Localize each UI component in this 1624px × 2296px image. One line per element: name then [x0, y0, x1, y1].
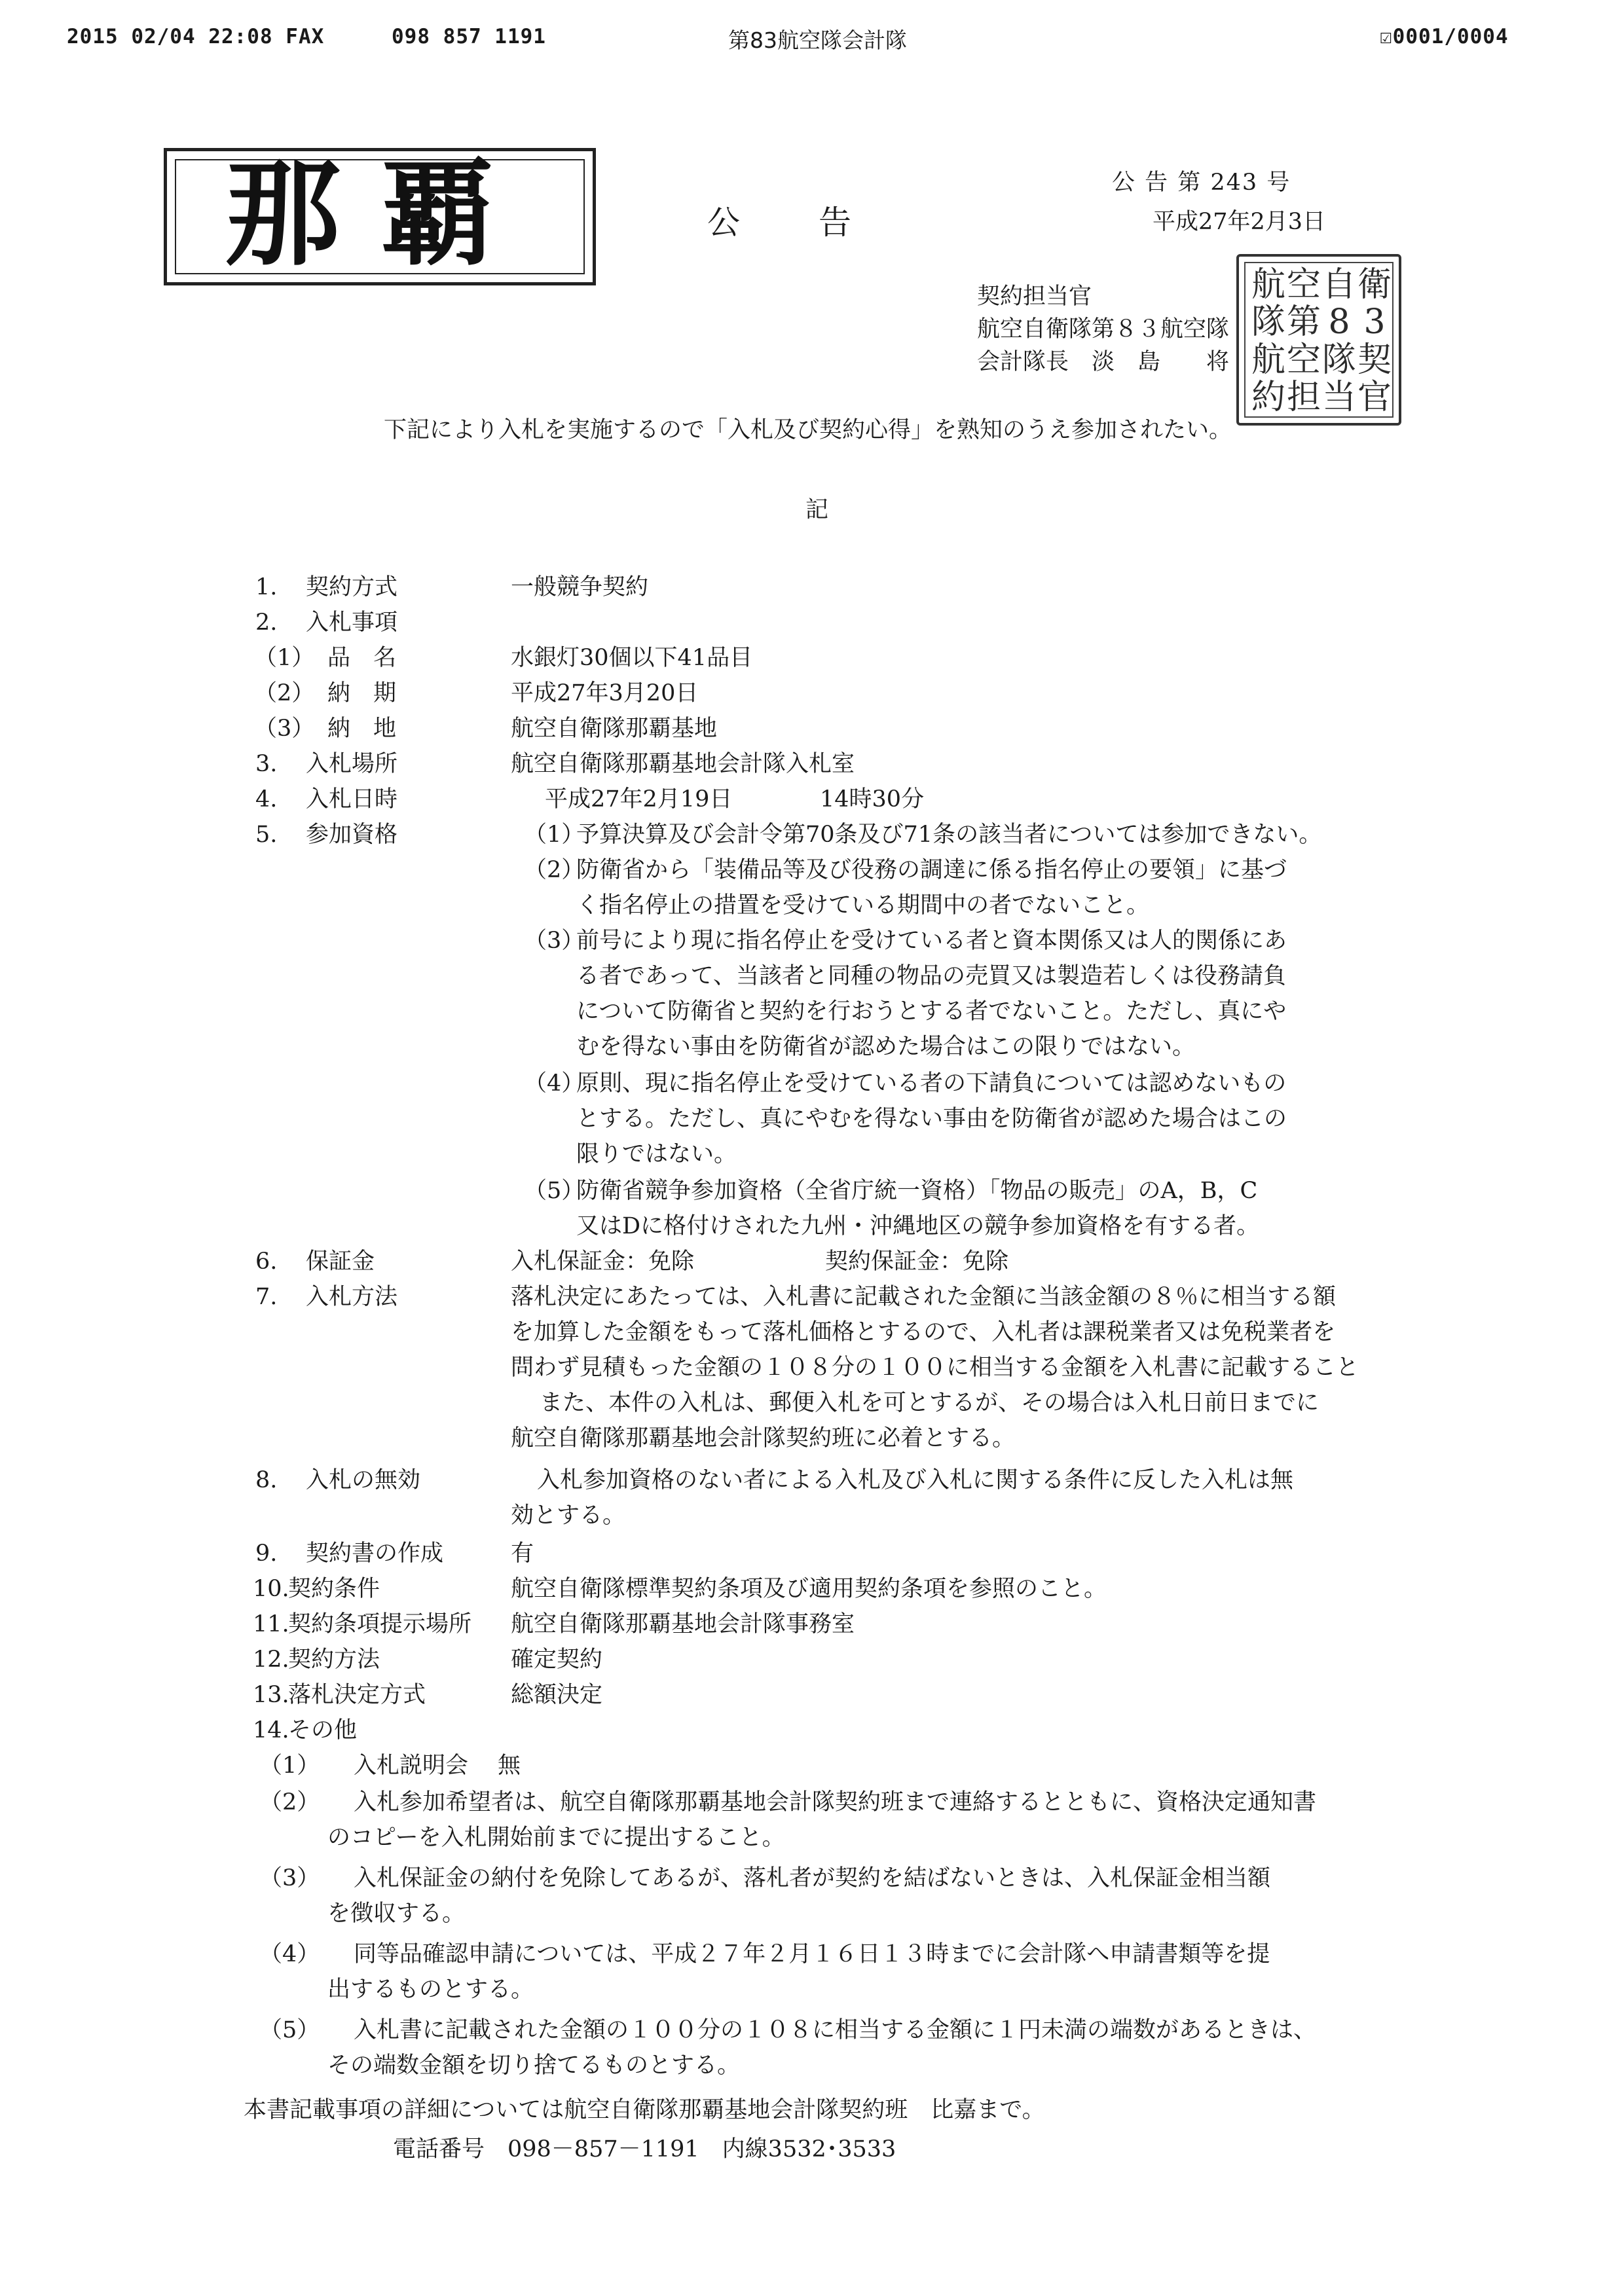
item-5-number: 5. [255, 822, 278, 848]
item-2-3-number: （3） [254, 716, 315, 742]
item-14-5-number: （5） [259, 2017, 320, 2043]
intro-text: 下記により入札を実施するので「入札及び契約心得」を熟知のうえ参加されたい。 [384, 417, 1232, 443]
fax-sender: 第83航空隊会計隊 [728, 27, 907, 53]
item-2-2-value: 平成27年3月20日 [511, 680, 699, 706]
item-14-4-number: （4） [259, 1941, 320, 1967]
item-14-5-line2: その端数金額を切り捨てるものとする。 [327, 2052, 741, 2079]
item-5-5-line1: 防衛省競争参加資格（全省庁統一資格）「物品の販売」のA，B，C [576, 1178, 1258, 1204]
item-14-2-line2: のコピーを入札開始前までに提出すること。 [327, 1825, 785, 1851]
item-2-3-label: 納 地 [327, 716, 397, 742]
item-3-value: 航空自衛隊那覇基地会計隊入札室 [511, 751, 855, 777]
item-2-1-number: （1） [254, 645, 315, 671]
item-5-1-text: 予算決算及び会計令第70条及び71条の該当者については参加できない。 [576, 822, 1322, 848]
official-seal [1236, 254, 1401, 426]
item-8-number: 8. [255, 1467, 278, 1493]
item-11-number: 11. [253, 1611, 289, 1637]
item-7-number: 7. [255, 1284, 278, 1310]
fax-number: 098 857 1191 [392, 25, 546, 48]
item-5-4-line1: 原則、現に指名停止を受けている者の下請負については認めないもの [576, 1070, 1287, 1097]
item-13-number: 13. [253, 1682, 289, 1708]
item-6-label: 保証金 [306, 1248, 375, 1275]
ki-heading: 記 [805, 497, 829, 523]
item-4-date: 平成27年2月19日 [545, 786, 733, 812]
item-7-line3: 問わず見積もった金額の１０８分の１００に相当する金額を入札書に記載すること [511, 1355, 1359, 1381]
seal-text: 航 空 自 衛 隊 第 8 3 航 空 隊 契 約 担 当 官 [1251, 264, 1392, 418]
item-5-5-line2: 又はDに格付けされた九州・沖縄地区の競争参加資格を有する者。 [576, 1213, 1260, 1239]
item-5-4-line3: 限りではない。 [576, 1141, 737, 1167]
item-14-2-number: （2） [259, 1789, 320, 1815]
item-7-line5: 航空自衛隊那覇基地会計隊契約班に必着とする。 [511, 1425, 1016, 1451]
item-6-contract-deposit: 契約保証金：免除 [825, 1248, 1009, 1275]
notice-number: 公 告 第 243 号 [1112, 170, 1291, 196]
item-5-3-line3: について防衛省と契約を行おうとする者でないこと。ただし、真にや [576, 998, 1287, 1025]
item-1-label: 契約方式 [306, 574, 398, 600]
item-4-label: 入札日時 [306, 786, 398, 812]
item-2-label: 入札事項 [306, 610, 398, 636]
item-7-line2: を加算した金額をもって落札価格とするので、入札者は課税業者又は免税業者を [511, 1319, 1336, 1345]
item-8-label: 入札の無効 [306, 1467, 421, 1493]
item-5-3-number: （3） [524, 928, 585, 954]
item-5-label: 参加資格 [306, 822, 398, 848]
item-14-3-number: （3） [259, 1865, 320, 1891]
item-3-number: 3. [255, 751, 278, 777]
item-5-3-line1: 前号により現に指名停止を受けている者と資本関係又は人的関係にあ [576, 928, 1287, 954]
item-5-1-number: （1） [524, 822, 585, 848]
item-2-1-value: 水銀灯30個以下41品目 [511, 645, 753, 671]
item-12-label: 契約方法 [288, 1647, 380, 1673]
contact-note: 本書記載事項の詳細については航空自衛隊那覇基地会計隊契約班 比嘉まで。 [244, 2097, 1045, 2123]
item-14-3-line2: を徴収する。 [327, 1901, 466, 1927]
naha-logo [164, 148, 596, 285]
item-14-number: 14. [253, 1717, 289, 1743]
item-10-value: 航空自衛隊標準契約条項及び適用契約条項を参照のこと。 [511, 1576, 1107, 1602]
item-5-3-line2: る者であって、当該者と同種の物品の売買又は製造若しくは役務請負 [576, 963, 1286, 989]
contact-phone: 電話番号 098－857－1191 内線3532･3533 [393, 2136, 896, 2162]
item-14-4-line2: 出するものとする。 [327, 1977, 534, 2003]
item-2-3-value: 航空自衛隊那覇基地 [511, 716, 718, 742]
logo-text: 那覇 [225, 146, 534, 282]
item-14-2-line1: 入札参加希望者は、航空自衛隊那覇基地会計隊契約班まで連絡するとともに、資格決定通知書 [354, 1789, 1317, 1815]
item-9-value: 有 [511, 1540, 534, 1567]
item-12-number: 12. [253, 1647, 289, 1673]
item-13-value: 総額決定 [511, 1682, 603, 1708]
item-5-2-number: （2） [524, 857, 585, 883]
item-14-1-label: 入札説明会 [354, 1753, 469, 1779]
item-8-line1: 入札参加資格のない者による入札及び入札に関する条件に反した入札は無 [537, 1467, 1294, 1493]
item-10-number: 10. [253, 1576, 289, 1602]
item-6-bid-deposit: 入札保証金：免除 [511, 1248, 695, 1275]
item-14-1-number: （1） [259, 1753, 320, 1779]
item-1-value: 一般競争契約 [511, 574, 649, 600]
item-1-number: 1. [255, 574, 278, 600]
fax-page-counter: ☑0001/0004 [1380, 25, 1509, 48]
item-5-5-number: （5） [524, 1178, 585, 1204]
item-14-1-value: 無 [498, 1753, 521, 1779]
item-11-label: 契約条項提示場所 [288, 1611, 472, 1637]
item-8-line2: 効とする。 [511, 1503, 626, 1529]
item-5-2-line1: 防衛省から「装備品等及び役務の調達に係る指名停止の要領」に基づ [576, 857, 1287, 883]
item-7-label: 入札方法 [306, 1284, 398, 1310]
item-5-2-line2: く指名停止の措置を受けている期間中の者でないこと。 [576, 892, 1150, 919]
item-14-label: その他 [288, 1717, 358, 1743]
item-7-line4: また、本件の入札は、郵便入札を可とするが、その場合は入札日前日までに [540, 1390, 1320, 1416]
item-14-5-line1: 入札書に記載された金額の１００分の１０８に相当する金額に１円未満の端数があるときは、 [354, 2017, 1317, 2043]
item-11-value: 航空自衛隊那覇基地会計隊事務室 [511, 1611, 855, 1637]
item-14-3-line1: 入札保証金の納付を免除してあるが、落札者が契約を結ばないときは、入札保証金相当額 [354, 1865, 1271, 1891]
notice-date: 平成27年2月3日 [1153, 209, 1326, 235]
issuer-unit: 航空自衛隊第８３航空隊 [977, 316, 1230, 342]
item-5-4-line2: とする。ただし、真にやむを得ない事由を防衛省が認めた場合はこの [576, 1106, 1287, 1132]
fax-datetime: 2015 02/04 22:08 FAX [67, 25, 325, 48]
item-2-1-label: 品 名 [327, 645, 397, 671]
item-9-number: 9. [255, 1540, 278, 1567]
item-5-3-line4: むを得ない事由を防衛省が認めた場合はこの限りではない。 [576, 1034, 1196, 1060]
item-2-number: 2. [255, 610, 278, 636]
item-6-number: 6. [255, 1248, 278, 1275]
item-9-label: 契約書の作成 [306, 1540, 444, 1567]
item-2-2-label: 納 期 [327, 680, 397, 706]
item-12-value: 確定契約 [511, 1647, 603, 1673]
item-4-time: 14時30分 [820, 786, 925, 812]
item-14-4-line1: 同等品確認申請については、平成２７年２月１６日１３時までに会計隊へ申請書類等を提 [354, 1941, 1270, 1967]
item-3-label: 入札場所 [306, 751, 398, 777]
page-title: 公告 [707, 204, 930, 242]
item-10-label: 契約条件 [288, 1576, 380, 1602]
item-2-2-number: （2） [254, 680, 315, 706]
item-13-label: 落札決定方式 [288, 1682, 426, 1708]
item-7-line1: 落札決定にあたっては、入札書に記載された金額に当該金額の８％に相当する額 [511, 1284, 1337, 1310]
issuer-title: 契約担当官 [977, 283, 1092, 310]
issuer-name: 会計隊長 淡 島 将 [977, 349, 1230, 375]
item-5-4-number: （4） [524, 1070, 585, 1097]
item-4-number: 4. [255, 786, 278, 812]
